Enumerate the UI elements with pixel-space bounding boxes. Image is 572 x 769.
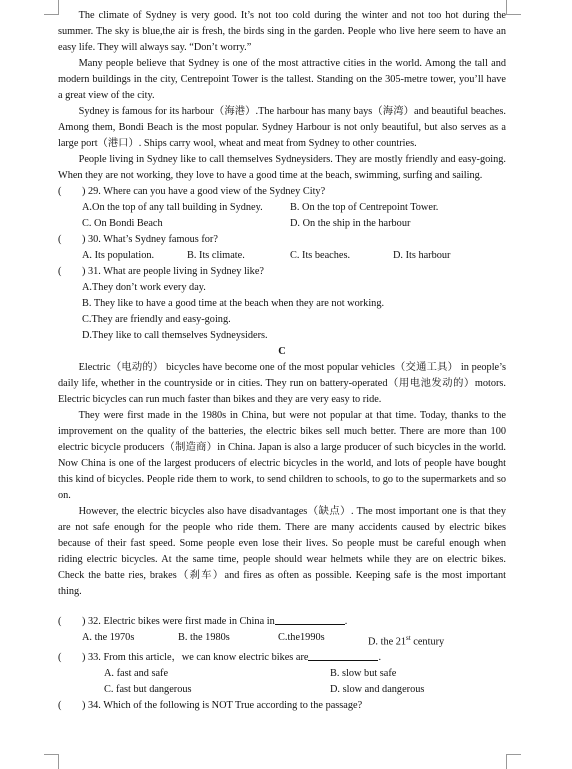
option-a: A. fast and safe — [104, 668, 169, 680]
option-c: C.the1990s — [278, 632, 325, 643]
crop-mark-top-right — [506, 0, 521, 15]
option-d: D.They like to call themselves Sydneysiders. — [82, 330, 268, 341]
question-34 — [58, 698, 506, 714]
crop-mark-bottom-right — [506, 754, 521, 769]
passage-c-paragraph-3: However, the electric bicycles also have disadvantages（缺点）. The most important one is that they are not safe enough for the people who ride them. There are many accidents caused by electric bikes because of their fast speed. Some people even lose their lives. So people must be careful enough when riding electric bicycles. At the same time, people should wear helmets while they are on electric bikes. Check the batte ries, brakes（刹车）and fires as often as possible. Keeping safe is the most important thing. — [58, 506, 506, 597]
option-b: B. Its climate. — [187, 250, 245, 261]
question-tail: . — [378, 652, 382, 664]
option-b: B. the 1980s — [178, 632, 230, 643]
question-31 — [58, 264, 506, 344]
answer-paren[interactable]: ( — [58, 234, 62, 245]
ordinal-suffix: st — [406, 634, 411, 642]
question-stem: ) 32. Electric bikes were first made in China in — [82, 616, 275, 627]
answer-paren[interactable]: ( — [58, 266, 62, 277]
passage-b-paragraph-4: People living in Sydney like to call themselves Sydneysiders. They are mostly friendly and easy-going. When they are not working, they love to have a good time at the beach, swimming, surfing and sailing. — [58, 154, 506, 181]
fill-in-blank[interactable] — [308, 650, 378, 661]
option-c: C. fast but dangerous — [104, 684, 192, 696]
option-a: A.They don’t work every day. — [82, 282, 206, 293]
fill-in-blank[interactable] — [275, 614, 345, 625]
option-d: D. slow and dangerous — [330, 684, 425, 696]
passage-b-paragraph-3: Sydney is famous for its harbour（海港）.The harbour has many bays（海湾）and beautiful beaches. Among them, Bondi Beach is the most popular. Sydney Harbour is not only beautiful, but also serves as a large port（港口）. Ships carry wool, wheat and meat from Sydney to other countries. — [58, 106, 506, 149]
passage-c-paragraph-1: Electric（电动的） bicycles have become one of the most popular vehicles（交通工具） in people’s daily life, whether in the countryside or in cities. They run on battery-operated（用电池发动的）motors. Electric bicycles can run much faster than bikes and they are very easy to ride. — [58, 362, 506, 405]
passage-c-paragraph-2: They were first made in the 1980s in China, but were not popular at that time. Today, thanks to the improvement on the quality of the batteries, the electric bikes sell much better. There are more than 100 electric bicycle producers（制造商）in China. Japan is also a large producer of such bicycles in the world. Now China is one of the largest producers of electric bicycles in the world, and lots of people have bought this kind of bicycles. People ride them to work, to send children to schools, to go to the supermarkets and so on. — [58, 410, 506, 501]
option-d: D. On the ship in the harbour — [290, 218, 411, 229]
answer-paren[interactable]: ( — [58, 186, 62, 197]
option-a: A. the 1970s — [82, 632, 135, 643]
option-d: D. the 21st century — [368, 634, 445, 648]
answer-paren[interactable]: ( — [58, 616, 62, 627]
option-c: C. On Bondi Beach — [82, 218, 163, 229]
option-b: B. They like to have a good time at the beach when they are not working. — [82, 298, 385, 309]
question-30 — [58, 232, 506, 264]
question-32 — [58, 614, 506, 650]
spacer — [58, 600, 506, 614]
question-stem: ) 29. Where can you have a good view of the Sydney City? — [82, 186, 326, 197]
option-b: B. On the top of Centrepoint Tower. — [290, 202, 439, 213]
passage-b-paragraph-1: The climate of Sydney is very good. It’s not too cold during the winter and not too hot during the summer. The sky is blue,the air is fresh, the birds sing in the garden. People who live here seem to have an easy life. They will always say. “Don’t worry.” — [58, 10, 506, 53]
question-stem: ) 34. Which of the following is NOT True according to the passage? — [82, 700, 363, 712]
question-stem: ) 31. What are people living in Sydney like? — [82, 266, 264, 277]
answer-paren[interactable]: ( — [58, 700, 62, 712]
crop-mark-bottom-left — [44, 754, 59, 769]
passage-b-paragraph-2: Many people believe that Sydney is one of the most attractive cities in the world. Among the tall and modern buildings in the city, Centrepoint Tower is the tallest. Standing on the 305-metre tower, you’ll have a great view of the city. — [58, 58, 506, 101]
option-c: C. Its beaches. — [290, 250, 351, 261]
question-stem: ) 30. What’s Sydney famous for? — [82, 234, 218, 245]
option-c: C.They are friendly and easy-going. — [82, 314, 231, 325]
question-stem: ) 33. From this article，we can know electric bikes are — [82, 652, 309, 664]
question-33 — [58, 650, 506, 698]
answer-paren[interactable]: ( — [58, 652, 62, 664]
document-body — [58, 8, 506, 714]
section-heading: C — [278, 346, 286, 357]
option-d: D. Its harbour — [393, 250, 451, 261]
question-29 — [58, 184, 506, 232]
crop-mark-top-left — [44, 0, 59, 15]
option-a: A. Its population. — [82, 250, 155, 261]
question-tail: . — [344, 616, 348, 627]
option-b: B. slow but safe — [330, 668, 397, 680]
option-a: A.On the top of any tall building in Sydney. — [82, 202, 263, 213]
